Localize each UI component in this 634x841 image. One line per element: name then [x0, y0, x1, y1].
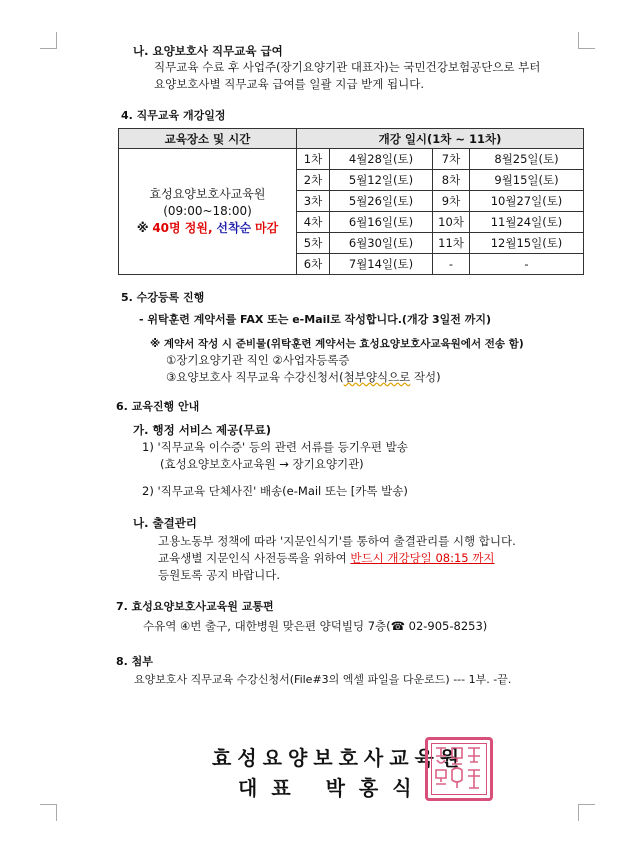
crop-mark-top-right: [578, 32, 595, 49]
date-cell: 4월28일(토): [330, 149, 433, 170]
session-cell: 10차: [433, 212, 470, 233]
date-cell: 6월16일(토): [330, 212, 433, 233]
note-close: 마감: [254, 221, 279, 235]
signature-rep: 대표 박홍식: [238, 776, 426, 800]
official-seal-stamp: [425, 737, 493, 801]
date-cell: 6월30일(토): [330, 233, 433, 254]
date-cell: 12월15일(토): [470, 233, 584, 254]
note-first-come: 선착순: [216, 221, 252, 235]
crop-mark-bottom-left: [40, 804, 57, 821]
session-cell: 5차: [297, 233, 330, 254]
section6-att2: [158, 551, 494, 565]
place-note: [119, 220, 296, 237]
date-cell: -: [470, 254, 584, 275]
section6-att3: 등원토록 공지 바랍니다.: [158, 568, 281, 582]
session-cell: 7차: [433, 149, 470, 170]
section7-line1: 수유역 ④번 출구, 대한병원 맞은편 양덕빌딩 7층(☎ 02-905-8253): [143, 619, 488, 633]
signature-org: 효성요양보호사교육원: [212, 746, 466, 770]
section6-sub-ga: 가. 행정 서비스 제공(무료): [133, 423, 271, 437]
note-mark: ※: [136, 221, 149, 235]
place-time: (09:00~18:00): [163, 204, 252, 218]
section5-line4: [166, 370, 441, 384]
header-place: 교육장소 및 시간: [119, 129, 297, 149]
date-cell: 9월15일(토): [470, 170, 584, 191]
session-cell: 4차: [297, 212, 330, 233]
session-cell: 1차: [297, 149, 330, 170]
date-cell: 8월25일(토): [470, 149, 584, 170]
section6-item1b: (효성요양보호사교육원 → 장기요양기관): [160, 457, 364, 471]
session-cell: 2차: [297, 170, 330, 191]
crop-mark-top-left: [40, 32, 57, 49]
date-cell: 11월24일(토): [470, 212, 584, 233]
section6-item2: 2) '직무교육 단체사진' 배송(e-Mail 또는 [카톡 발송): [142, 484, 408, 498]
note-capacity: 40명 정원,: [152, 221, 213, 235]
section6-item1: 1) '직무교육 이수증' 등의 관련 서류를 등기우편 발송: [142, 440, 408, 454]
section4-title: 4. 직무교육 개강일정: [121, 109, 226, 122]
att2-prefix: 교육생별 지문인식 사전등록을 위하여: [158, 551, 351, 565]
section8-line1: 요양보호사 직무교육 수강신청서(File#3의 엑셀 파일을 다운로드) --- 1부. -끝.: [134, 673, 512, 686]
section-pay-title: 나. 요양보호사 직무교육 급여: [133, 44, 283, 58]
crop-mark-bottom-right: [578, 804, 595, 821]
section-pay-line2: 요양보호사별 직무교육 급여를 일괄 지급 받게 됩니다.: [154, 77, 424, 91]
section8-title: 8. 첨부: [116, 655, 153, 668]
att2-red: 반드시 개강당일 08:15 까지: [350, 551, 495, 565]
date-cell: 10월27일(토): [470, 191, 584, 212]
line4-wavy: 첨부양식으로: [343, 370, 411, 384]
section-pay-line1: 직무교육 수료 후 사업주(장기요양기관 대표자)는 국민건강보험공단으로 부터: [154, 60, 541, 74]
session-cell: 8차: [433, 170, 470, 191]
date-cell: 7월14일(토): [330, 254, 433, 275]
session-cell: 6차: [297, 254, 330, 275]
section5-title: 5. 수강등록 진행: [121, 291, 205, 304]
line4-suffix: 작성): [410, 370, 441, 384]
seal-glyphs: [428, 740, 490, 798]
section6-sub-na: 나. 출결관리: [133, 516, 197, 530]
place-name: 효성요양보호사교육원: [149, 187, 266, 201]
session-cell: 3차: [297, 191, 330, 212]
place-cell: [119, 149, 297, 275]
table-row: [119, 149, 584, 170]
section7-title: 7. 효성요양보호사교육원 교통편: [116, 600, 274, 613]
table-header-row: [119, 129, 584, 149]
section5-line2: ※ 계약서 작성 시 준비물(위탁훈련 계약서는 효성요양보호사교육원에서 전송 함): [150, 338, 524, 350]
section5-line1: - 위탁훈련 계약서를 FAX 또는 e-Mail로 작성합니다.(개강 3일전 까지): [139, 313, 492, 326]
line4-prefix: ③요양보호사 직무교육 수강신청서(: [166, 370, 344, 384]
session-cell: 9차: [433, 191, 470, 212]
session-cell: -: [433, 254, 470, 275]
session-cell: 11차: [433, 233, 470, 254]
section6-att1: 고용노동부 정책에 따라 '지문인식기'를 통하여 출결관리를 시행 합니다.: [158, 534, 516, 548]
header-dates: 개강 일시(1차 ~ 11차): [297, 129, 584, 149]
section6-title: 6. 교육진행 안내: [116, 400, 200, 413]
date-cell: 5월12일(토): [330, 170, 433, 191]
schedule-table: [118, 128, 584, 275]
section5-line3: ①장기요양기관 직인 ②사업자등록증: [166, 353, 350, 367]
date-cell: 5월26일(토): [330, 191, 433, 212]
